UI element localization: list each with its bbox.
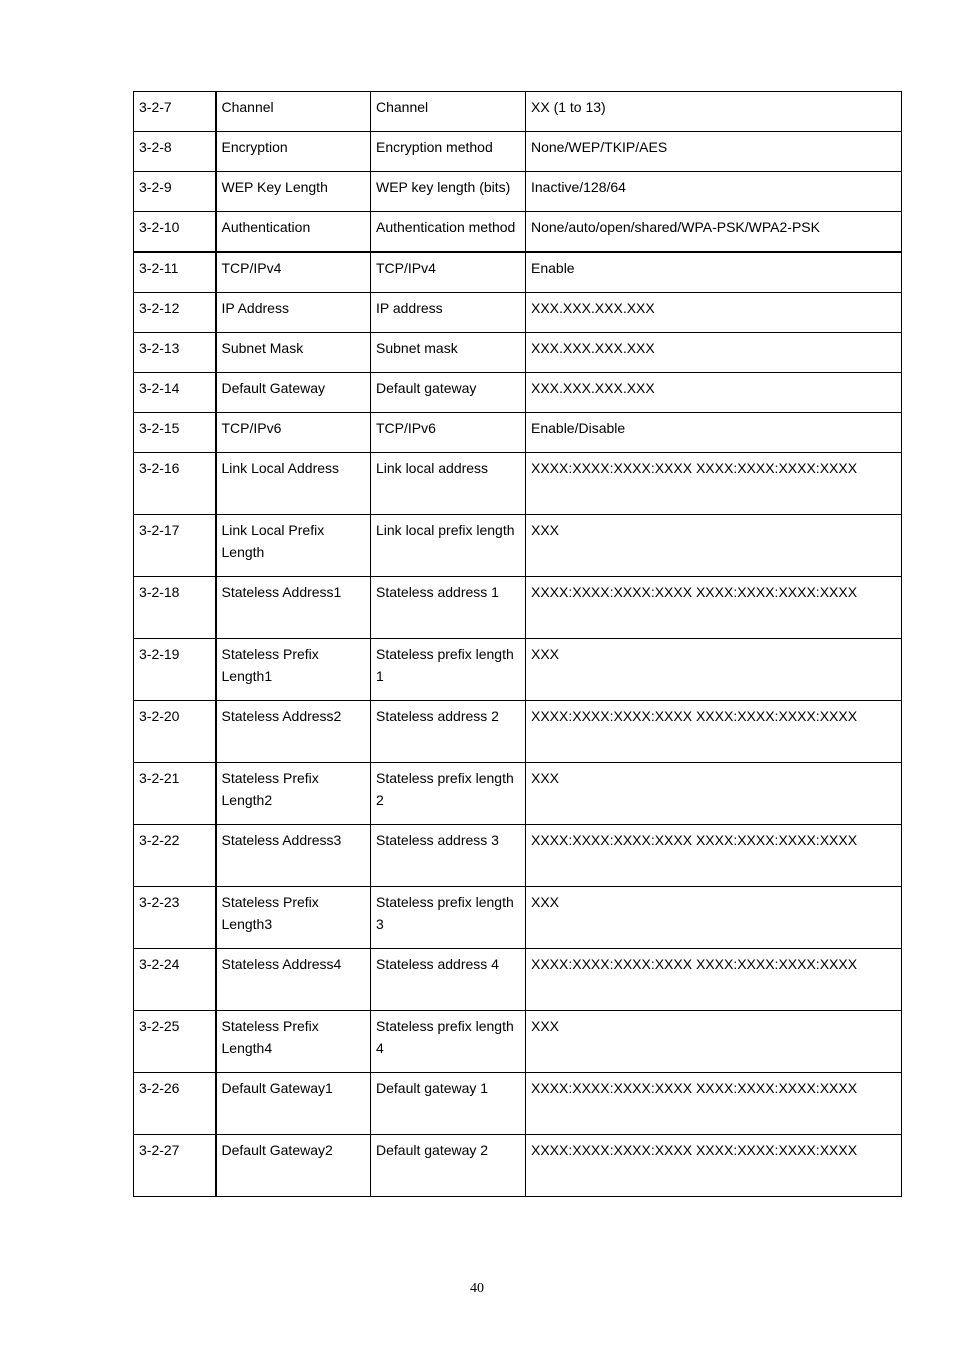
row-description: Authentication method bbox=[371, 212, 526, 253]
row-value: XXX.XXX.XXX.XXX bbox=[526, 373, 902, 413]
table-row bbox=[134, 515, 902, 577]
row-item: Stateless Prefix Length4 bbox=[216, 1011, 371, 1073]
row-number: 3-2-14 bbox=[134, 373, 216, 413]
row-value: XXXX:XXXX:XXXX:XXXX XXXX:XXXX:XXXX:XXXX bbox=[526, 825, 902, 887]
table-row bbox=[134, 333, 902, 373]
table-row bbox=[134, 1011, 902, 1073]
row-description: Stateless address 2 bbox=[371, 701, 526, 763]
row-description: Channel bbox=[371, 92, 526, 132]
row-item: Default Gateway bbox=[216, 373, 371, 413]
table-row bbox=[134, 949, 902, 1011]
row-number: 3-2-21 bbox=[134, 763, 216, 825]
row-item: Channel bbox=[216, 92, 371, 132]
row-value: XXXX:XXXX:XXXX:XXXX XXXX:XXXX:XXXX:XXXX bbox=[526, 701, 902, 763]
row-number: 3-2-7 bbox=[134, 92, 216, 132]
row-number: 3-2-25 bbox=[134, 1011, 216, 1073]
row-item: Stateless Address2 bbox=[216, 701, 371, 763]
row-description: Stateless address 4 bbox=[371, 949, 526, 1011]
row-value: XXX bbox=[526, 639, 902, 701]
row-description: Stateless address 3 bbox=[371, 825, 526, 887]
row-description: Stateless prefix length 2 bbox=[371, 763, 526, 825]
row-item: Default Gateway2 bbox=[216, 1135, 371, 1197]
row-number: 3-2-23 bbox=[134, 887, 216, 949]
row-description: TCP/IPv6 bbox=[371, 413, 526, 453]
table-row bbox=[134, 825, 902, 887]
row-item: Link Local Prefix Length bbox=[216, 515, 371, 577]
table-row bbox=[134, 1073, 902, 1135]
row-item: Default Gateway1 bbox=[216, 1073, 371, 1135]
table-row bbox=[134, 172, 902, 212]
row-value: None/WEP/TKIP/AES bbox=[526, 132, 902, 172]
row-value: XXXX:XXXX:XXXX:XXXX XXXX:XXXX:XXXX:XXXX bbox=[526, 453, 902, 515]
row-description: IP address bbox=[371, 293, 526, 333]
row-item: TCP/IPv4 bbox=[216, 252, 371, 293]
row-item: Stateless Address3 bbox=[216, 825, 371, 887]
row-description: Subnet mask bbox=[371, 333, 526, 373]
row-item: TCP/IPv6 bbox=[216, 413, 371, 453]
table-row bbox=[134, 763, 902, 825]
table-row bbox=[134, 293, 902, 333]
row-description: Encryption method bbox=[371, 132, 526, 172]
row-value: XXXX:XXXX:XXXX:XXXX XXXX:XXXX:XXXX:XXXX bbox=[526, 577, 902, 639]
row-item: Stateless Prefix Length1 bbox=[216, 639, 371, 701]
table-row bbox=[134, 453, 902, 515]
row-description: Default gateway 1 bbox=[371, 1073, 526, 1135]
row-description: WEP key length (bits) bbox=[371, 172, 526, 212]
row-number: 3-2-11 bbox=[134, 252, 216, 293]
table-row bbox=[134, 92, 902, 132]
row-description: Stateless address 1 bbox=[371, 577, 526, 639]
row-value: XX (1 to 13) bbox=[526, 92, 902, 132]
table-row bbox=[134, 413, 902, 453]
row-number: 3-2-24 bbox=[134, 949, 216, 1011]
table-row bbox=[134, 252, 902, 293]
row-number: 3-2-13 bbox=[134, 333, 216, 373]
table-row bbox=[134, 132, 902, 172]
row-item: Encryption bbox=[216, 132, 371, 172]
row-item: Stateless Prefix Length3 bbox=[216, 887, 371, 949]
table-row bbox=[134, 212, 902, 253]
row-description: Stateless prefix length 3 bbox=[371, 887, 526, 949]
settings-table bbox=[133, 91, 902, 1197]
row-value: XXX.XXX.XXX.XXX bbox=[526, 333, 902, 373]
table-row bbox=[134, 373, 902, 413]
table-row bbox=[134, 701, 902, 763]
row-value: Enable/Disable bbox=[526, 413, 902, 453]
row-number: 3-2-20 bbox=[134, 701, 216, 763]
row-item: Stateless Address4 bbox=[216, 949, 371, 1011]
row-item: Subnet Mask bbox=[216, 333, 371, 373]
row-value: None/auto/open/shared/WPA-PSK/WPA2-PSK bbox=[526, 212, 902, 253]
row-number: 3-2-8 bbox=[134, 132, 216, 172]
row-number: 3-2-19 bbox=[134, 639, 216, 701]
row-value: XXXX:XXXX:XXXX:XXXX XXXX:XXXX:XXXX:XXXX bbox=[526, 949, 902, 1011]
row-number: 3-2-12 bbox=[134, 293, 216, 333]
row-number: 3-2-18 bbox=[134, 577, 216, 639]
row-item: Authentication bbox=[216, 212, 371, 253]
row-value: XXX bbox=[526, 887, 902, 949]
table-row bbox=[134, 639, 902, 701]
table-row bbox=[134, 887, 902, 949]
row-item: WEP Key Length bbox=[216, 172, 371, 212]
row-item: Stateless Prefix Length2 bbox=[216, 763, 371, 825]
row-value: Inactive/128/64 bbox=[526, 172, 902, 212]
row-item: Link Local Address bbox=[216, 453, 371, 515]
row-number: 3-2-26 bbox=[134, 1073, 216, 1135]
row-number: 3-2-10 bbox=[134, 212, 216, 253]
row-number: 3-2-17 bbox=[134, 515, 216, 577]
row-description: Default gateway 2 bbox=[371, 1135, 526, 1197]
page-number: 40 bbox=[470, 1281, 484, 1296]
row-description: Stateless prefix length 4 bbox=[371, 1011, 526, 1073]
row-description: TCP/IPv4 bbox=[371, 252, 526, 293]
row-value: XXX bbox=[526, 1011, 902, 1073]
row-item: IP Address bbox=[216, 293, 371, 333]
table-row bbox=[134, 577, 902, 639]
row-description: Link local address bbox=[371, 453, 526, 515]
row-value: XXXX:XXXX:XXXX:XXXX XXXX:XXXX:XXXX:XXXX bbox=[526, 1135, 902, 1197]
row-description: Default gateway bbox=[371, 373, 526, 413]
row-value: XXX bbox=[526, 515, 902, 577]
row-number: 3-2-22 bbox=[134, 825, 216, 887]
row-value: XXX.XXX.XXX.XXX bbox=[526, 293, 902, 333]
row-number: 3-2-9 bbox=[134, 172, 216, 212]
row-number: 3-2-16 bbox=[134, 453, 216, 515]
row-value: XXX bbox=[526, 763, 902, 825]
row-value: Enable bbox=[526, 252, 902, 293]
row-description: Stateless prefix length 1 bbox=[371, 639, 526, 701]
row-description: Link local prefix length bbox=[371, 515, 526, 577]
row-number: 3-2-15 bbox=[134, 413, 216, 453]
table-row bbox=[134, 1135, 902, 1197]
row-item: Stateless Address1 bbox=[216, 577, 371, 639]
row-value: XXXX:XXXX:XXXX:XXXX XXXX:XXXX:XXXX:XXXX bbox=[526, 1073, 902, 1135]
row-number: 3-2-27 bbox=[134, 1135, 216, 1197]
